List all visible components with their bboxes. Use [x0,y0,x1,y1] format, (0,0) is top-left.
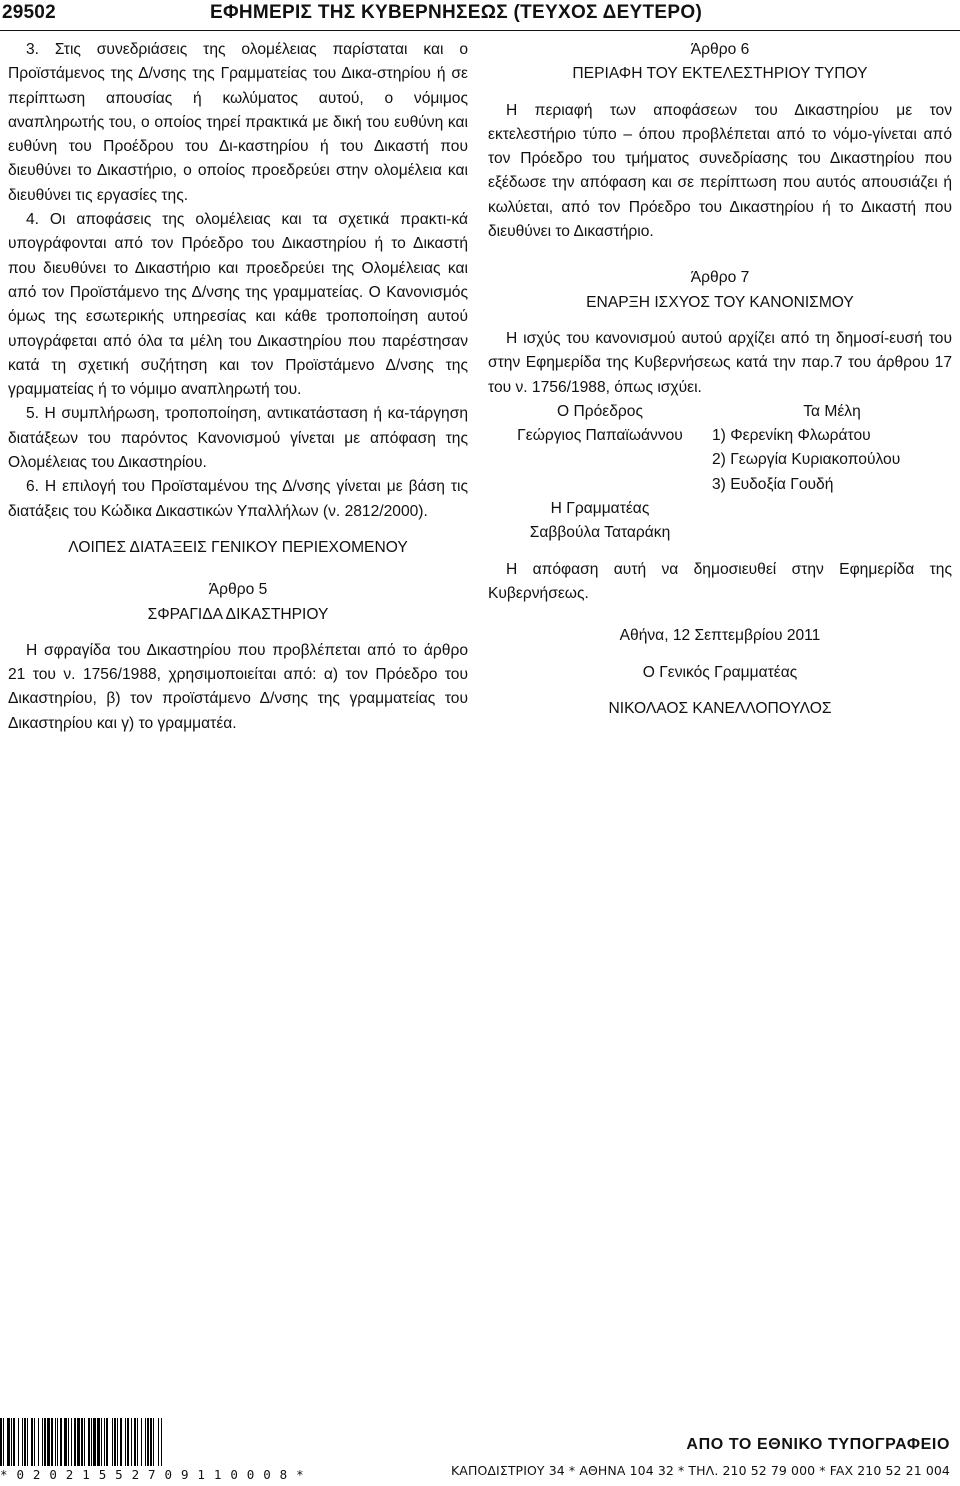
signature-row-member-2 [488,448,952,472]
members-title: Τα Μέλη [803,402,861,420]
article-6-title: ΠΕΡΙΑΦΗ ΤΟΥ ΕΚΤΕΛΕΣΤΗΡΙΟΥ ΤΥΠΟΥ [572,65,868,83]
article-7-number: Άρθρο 7 [690,269,750,287]
barcode [0,1418,294,1466]
general-secretary-title: Ο Γενικός Γραμματέας [642,663,798,681]
publisher-address: ΚΑΠΟΔΙΣΤΡΙΟΥ 34 * ΑΘΗΝΑ 104 32 * ΤΗΛ. 210 52 79 000 * FAX 210 52 21 004 [451,1463,950,1478]
signature-row-names [488,424,952,448]
article-6-number: Άρθρο 6 [690,41,750,58]
signature-row-member-3 [488,473,952,497]
article-7-text: Η ισχύς του κανονισμού αυτού αρχίζει από τη δημοσί-ευσή του στην Εφημερίδα της Κυβερνήσεως κατά την παρ.7 του άρθρου 17 του ν. 1756/1988, όπως ισχύει. [488,329,952,396]
member-3: 3) Ευδοξία Γουδή [712,475,834,493]
page-number: 29502 [2,2,56,23]
gazette-title: ΕΦΗΜΕΡΙΣ ΤΗΣ ΚΥΒΕΡΝΗΣΕΩΣ (ΤΕΥΧΟΣ ΔΕΥΤΕΡΟ) [210,2,703,23]
article-7-title: ΕΝΑΡΞΗ ΙΣΧΥΟΣ ΤΟΥ ΚΑΝΟΝΙΣΜΟΥ [586,293,854,311]
article-6-text: Η περιαφή των αποφάσεων του Δικαστηρίου με τον εκτελεστήριο τύπο – όπου προβλέπεται από το νόμο-γίνεται από τον Πρόεδρο του τμήματος συνεδρίασης του Δικαστηρίου που εξέδωσε την απόφαση και σε περίπτωση που αυτός απουσιάζει ή κωλύεται, από τον Πρόεδρο του Δικαστηρίου ή το Δικαστή που διευθύνει το Δικαστήριο. [488,101,952,241]
paragraph-6: 6. Η επιλογή του Προϊσταμένου της Δ/νσης γίνεται με βάση τις διατάξεις του Κώδικα Δικαστικών Υπαλλήλων (ν. 2812/2000). [8,478,468,520]
secretary-name: Σαββούλα Ταταράκη [529,524,671,542]
signature-row-titles [488,400,952,424]
paragraph-4: 4. Οι αποφάσεις της ολομέλειας και τα σχετικά πρακτι-κά υπογράφονται από τον Πρόεδρο του Δικαστηρίου ή το Δικαστή που διευθύνει το Δικαστήριο και προεδρεύει της Ολομέλειας και από τον Προϊστάμενο της Δ/νσης της γραμματείας. Ο Κανονισμός όμως της εσωτερικής υπηρεσίας και κάθε τροποποίηση αυτού υπογράφεται από όλα τα μέλη του Δικαστηρίου που παρέστησαν κατά τη σχετική συζήτηση και τον Προϊστάμενο Δ/νσης της γραμματείας ή το νόμιμο αναπληρωτή του. [8,211,468,399]
publication-order: Η απόφαση αυτή να δημοσιευθεί στην Εφημερίδα της Κυβερνήσεως. [488,560,952,602]
signature-row-secretary-title [488,497,952,521]
place-date: Αθήνα, 12 Σεπτεμβρίου 2011 [619,627,821,645]
secretary-title: Η Γραμματέας [550,500,650,518]
article-5-text: Η σφραγίδα του Δικαστηρίου που προβλέπεται από το άρθρο 21 του ν. 1756/1988, χρησιμοποιείται από: α) τον Πρόεδρο του Δικαστηρίου, β) τον προϊστάμενο Δ/νσης της γραμματείας του Δικαστηρίου και γ) το γραμματέα. [8,641,468,732]
president-name: Γεώργιος Παπαϊωάννου [517,427,683,445]
member-1: 1) Φερενίκη Φλωράτου [712,427,871,445]
member-2: 2) Γεωργία Κυριακοπούλου [712,451,901,469]
page-header [0,0,960,34]
barcode-bar [162,1418,163,1466]
article-5-number: Άρθρο 5 [208,581,268,599]
left-column [8,38,468,736]
header-divider [0,30,960,31]
section-heading: ΛΟΙΠΕΣ ΔΙΑΤΑΞΕΙΣ ΓΕΝΙΚΟΥ ΠΕΡΙΕΧΟΜΕΝΟΥ [68,538,408,556]
publisher-name: ΑΠΟ ΤΟ ΕΘΝΙΚΟ ΤΥΠΟΓΡΑΦΕΙΟ [686,1436,950,1453]
paragraph-3: 3. Στις συνεδριάσεις της ολομέλειας παρίσταται και ο Προϊστάμενος της Δ/νσης της Γραμματείας του Δικα-στηρίου ή σε περίπτωση απουσίας ή κωλύματος αυτού, ο νόμιμος αναπληρωτής του, ο οποίος τηρεί πρακτικά με δική του ευθύνη και ευθύνη του Προέδρου του Δι-καστηρίου ή του Δικαστή που διευθύνει το Δικαστήριο, ο οποίος προεδρεύει στην ολομέλεια και διευθύνει τις εργασίες της. [8,41,468,204]
right-column [488,38,952,721]
barcode-caption: * 0 2 0 2 1 5 5 2 7 0 9 1 1 0 0 0 8 * [0,1467,305,1482]
article-5-title: ΣΦΡΑΓΙΔΑ ΔΙΚΑΣΤΗΡΙΟΥ [147,605,329,623]
president-title: Ο Πρόεδρος [557,402,643,420]
paragraph-5: 5. Η συμπλήρωση, τροποποίηση, αντικατάσταση ή κα-τάργηση διατάξεων του παρόντος Κανονισμού γίνεται με απόφαση της Ολομέλειας του Δικαστηρίου. [8,405,468,472]
general-secretary-name: ΝΙΚΟΛΑΟΣ ΚΑΝΕΛΛΟΠΟΥΛΟΣ [608,699,832,717]
signature-row-secretary-name [488,521,952,545]
